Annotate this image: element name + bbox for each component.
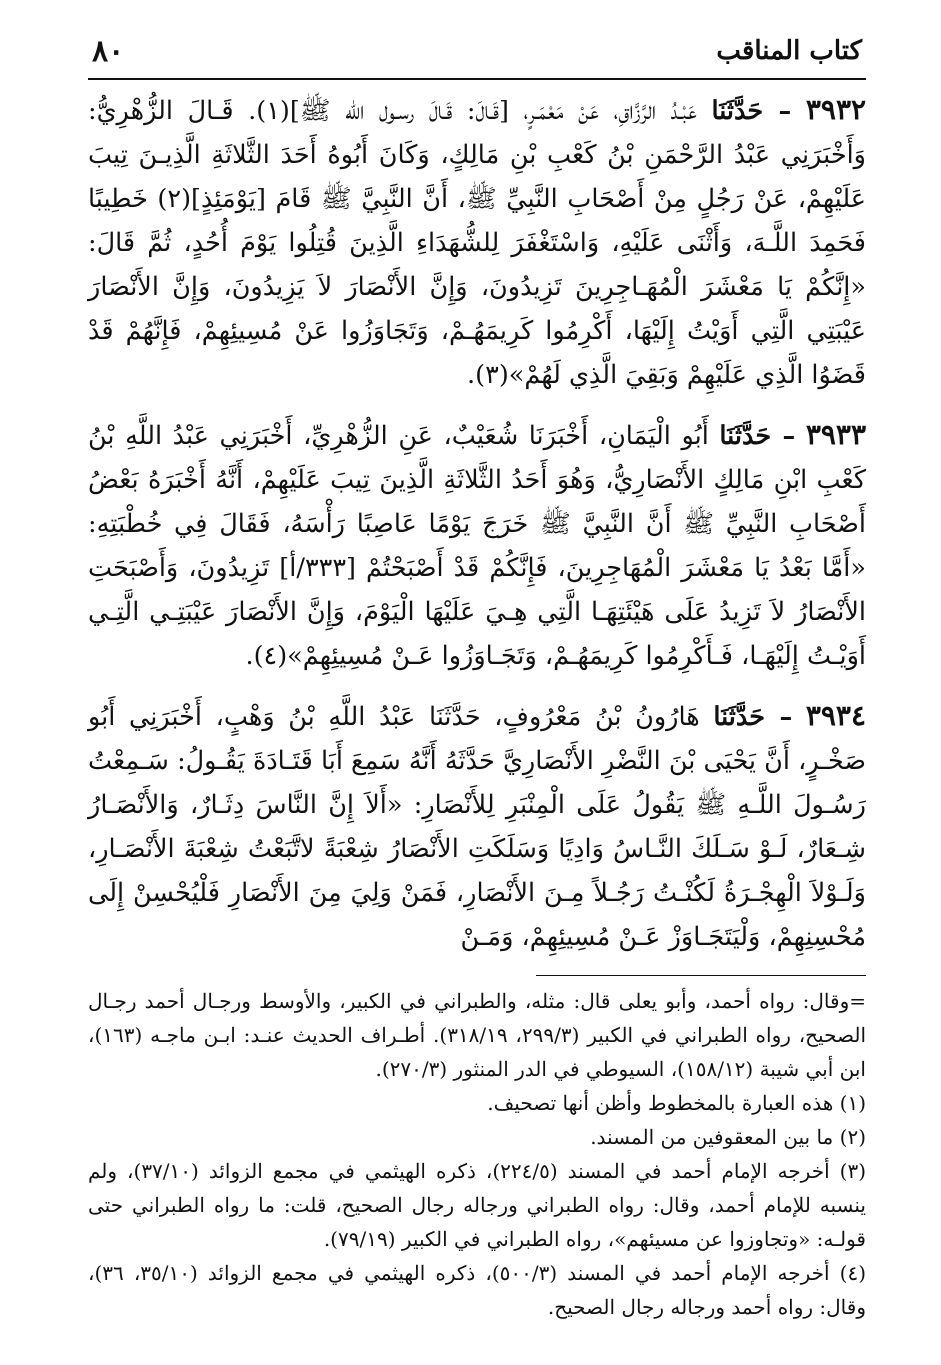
footnotes <box>88 984 866 1324</box>
page-header <box>88 28 866 80</box>
hadith-number: ٣٩٣٤ <box>805 699 866 732</box>
footnote-4: (٤) أخرجه الإمام أحمد في المسند (٥٠٠/٣)، ذكره الهيثمي في مجمع الزوائد (٣٥/١٠، ٣٦)، وقال: رواه أحمد ورجاله رجال الصحيح. <box>88 1261 866 1319</box>
hadith-number: ٣٩٣٣ <box>805 418 866 451</box>
hadith-number: ٣٩٣٢ <box>805 93 867 126</box>
main-text <box>88 88 866 959</box>
hadith-3934 <box>88 694 866 959</box>
hadith-text: هَارُونُ بْنُ مَعْرُوفٍ، حَدَّثَنَا عَبْدُ اللَّهِ بْنُ وَهْبٍ، أَخْبَرَنِي أَبُو صَخْـرٍ، أَنَّ يَحْيَى بْنَ النَّضْرِ الأَنْصَارِيَّ حَدَّثَهُ أَنَّهُ سَمِعَ أَبَا قَتَـادَةَ يَقُـولُ: سَـمِعْتُ رَسُـولَ اللَّـهِ ﷺ يَقُولُ عَلَى الْمِنْبَرِ لِلأَنْصَارِ: «أَلاَ إِنَّ النَّاسَ دِثَـارٌ، وَالأَنْصَـارُ شِـعَارٌ، لَـوْ سَـلَكَ النَّـاسُ وَادِيًا وَسَلَكَتِ الأَنْصَارُ شِعْبَةً لاتَّبَعْتُ شِعْبَةَ الأَنْصَـارِ، وَلَـوْلاَ الْهِجْـرَةُ لَكُنْـتُ رَجُـلاً مِـنَ الأَنْصَارِ، فَمَنْ وَلِيَ مِنَ الأَنْصَارِ فَلْيُحْسِنْ إِلَى مُحْسِنِهِمْ، وَلْيَتَجَـاوَزْ عَـنْ مُسِيئِهِمْ، وَمَـنْ <box>88 702 866 952</box>
footnote-3: (٣) أخرجه الإمام أحمد في المسند (٢٢٤/٥)، ذكره الهيثمي في مجمع الزوائد (٣٧/١٠)، ولم ينسبه للإمام أحمد، وقال: رواه الطبراني ورجاله رجال الصحيح، قلت: ما رواه الطبراني حتى قولـه: «وتجاوزوا عن مسيئهم»، رواه الطبراني في الكبير (٧٩/١٩). <box>88 1159 866 1251</box>
hadith-3932 <box>88 88 866 397</box>
page-number: ٨٠ <box>92 34 125 69</box>
hadith-3933 <box>88 413 866 678</box>
footnote-2: (٢) ما بين المعقوفين من المسند. <box>590 1125 866 1149</box>
footnote-continuation: =وقال: رواه أحمد، وأبو يعلى قال: مثله، والطبراني في الكبير، والأوسط ورجـال أحمد رجـال الصحيح، رواه الطبراني في الكبير (٢٩٩/٣، ٣١٨/١٩). أطـراف الحديث عنـد: ابـن ماجـه (١٦٣)، ابن أبي شيبة (١٥٨/١٢)، السيوطي في الدر المنثور (٢٧٠/٣). <box>88 989 866 1081</box>
footnote-1: (١) هذه العبارة بالمخطوط وأظن أنها تصحيف. <box>487 1091 866 1115</box>
hadith-text: أَبُو الْيَمَانِ، أَخْبَرَنَا شُعَيْبٌ، عَنِ الزُّهْرِيِّ، أَخْبَرَنِي عَبْدُ اللَّهِ بْنُ كَعْبِ ابْنِ مَالِكٍ الأَنْصَارِيُّ، وَهُوَ أَحَدُ الثَّلاثَةِ الَّذِينَ تِيبَ عَلَيْهِمْ، أَنَّهُ أَخْبَرَهُ بَعْضُ أَصْحَابِ النَّبِيِّ ﷺ أَنَّ النَّبِيَّ ﷺ خَرَجَ يَوْمًا عَاصِبًا رَأْسَهُ، فَقَالَ فِي خُطْبَتِهِ: «أَمَّا بَعْدُ يَا مَعْشَرَ الْمُهَاجِرِينَ، فَإِنَّكُمْ قَدْ أَصْبَحْتُمْ [٣٣٣/أ] تَزِيدُونَ، وَأَصْبَحَتِ الأَنْصَارُ لاَ تَزِيدُ عَلَى هَيْئَتِهَـا الَّتِي هِـيَ عَلَيْهَا الْيَوْمَ، وَإِنَّ الأَنْصَارَ عَيْبَتِـي الَّتِـي أَوَيْـتُ إِلَيْهَـا، فَـأَكْرِمُوا كَرِيمَهُـمْ، وَتَجَـاوَزُوا عَـنْ مُسِيئِهِمْ»(٤). <box>88 421 866 671</box>
hadith-text: عَبْـدُ الرَّزَّاقِ، عَنْ مَعْمَـرٍ، [قَـالَ: قَـالَ رسـول الله ﷺ](١). قَـالَ الزُّهْرِيُّ: وَأَخْبَرَنِي عَبْدُ الرَّحْمَنِ بْنُ كَعْبِ بْنِ مَالِكٍ، وَكَانَ أَبُوهُ أَحَدَ الثَّلاثَةِ الَّذِيـنَ تِيبَ عَلَيْهِمْ، عَنْ رَجُلٍ مِنْ أَصْحَابِ النَّبِيِّ ﷺ، أَنَّ النَّبِيَّ ﷺ قَامَ [يَوْمَئِذٍ](٢) خَطِيبًا فَحَمِدَ اللَّـهَ، وَأَثْنَى عَلَيْهِ، وَاسْتَغْفَرَ لِلشُّهَدَاءِ الَّذِينَ قُتِلُوا يَوْمَ أُحُدٍ، ثُمَّ قَالَ: «إِنَّكُمْ يَا مَعْشَرَ الْمُهَـاجِرِينَ تَزِيدُونَ، وَإِنَّ الأَنْصَارَ لاَ يَزِيدُونَ، وَإِنَّ الأَنْصَارَ عَيْبَتِي الَّتِي أَوَيْتُ إِلَيْهَا، أَكْرِمُوا كَرِيمَهُـمْ، وَتَجَاوَزُوا عَنْ مُسِيئِهِمْ، فَإِنَّهُمْ قَدْ قَضَوُا الَّذِي عَلَيْهِمْ وَبَقِيَ الَّذِي لَهُمْ»(٣). <box>88 96 866 390</box>
running-title: كتاب المناقب <box>716 36 862 66</box>
hadith-lead: – حَدَّثَنَا <box>711 96 792 126</box>
book-page <box>88 28 866 1338</box>
footnote-divider <box>536 975 866 976</box>
hadith-lead: – حَدَّثَنَا <box>719 421 796 451</box>
hadith-lead: – حَدَّثَنَا <box>713 702 793 732</box>
